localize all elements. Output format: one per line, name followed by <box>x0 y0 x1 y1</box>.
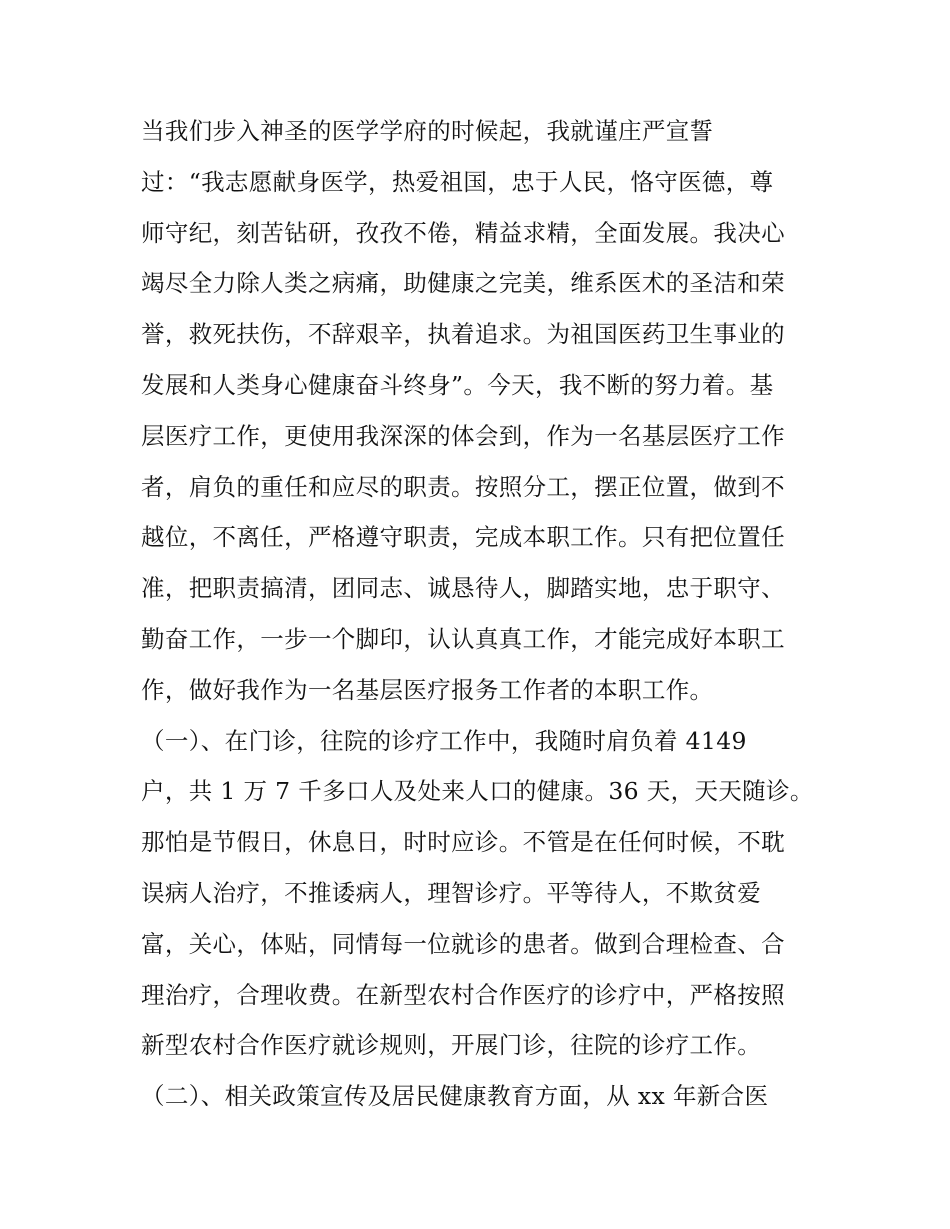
text-line: 那怕是节假日，休息日，时时应诊。不管是在任何时候，不耽 <box>141 828 785 857</box>
text-line: 富，关心，体贴，同情每一位就诊的患者。做到合理检查、合 <box>141 929 785 958</box>
body-text <box>141 106 831 1122</box>
text-line: 者，肩负的重任和应尽的职责。按照分工，摆正位置，做到不 <box>141 472 785 501</box>
text-line: 师守纪，刻苦钻研，孜孜不倦，精益求精，全面发展。我决心 <box>141 218 785 247</box>
text-line: 户，共 1 万 7 千多口人及处来人口的健康。36 天，天天随诊。 <box>141 777 814 806</box>
text-line: 竭尽全力除人类之病痛，助健康之完美，维系医术的圣洁和荣 <box>141 269 785 298</box>
text-line: 发展和人类身心健康奋斗终身”。今天，我不断的努力着。基 <box>141 370 774 399</box>
text-line: 勤奋工作，一步一个脚印，认认真真工作，才能完成好本职工 <box>141 624 785 653</box>
text-line: 准，把职责搞清，团同志、诚恳待人，脚踏实地，忠于职守、 <box>141 574 785 603</box>
text-line: 层医疗工作，更使用我深深的体会到，作为一名基层医疗工作 <box>141 421 785 450</box>
text-line: 作，做好我作为一名基层医疗报务工作者的本职工作。 <box>141 675 714 704</box>
section-heading-line: （二）、相关政策宣传及居民健康教育方面，从 xx 年新合医 <box>141 1082 769 1111</box>
text-line: 当我们步入神圣的医学学府的时候起，我就谨庄严宣誓 <box>141 117 714 145</box>
text-line: 越位，不离任，严格遵守职责，完成本职工作。只有把位置任 <box>141 523 785 552</box>
section-heading-line: （一）、在门诊，往院的诊疗工作中，我随时肩负着 4149 <box>141 726 747 755</box>
text-line: 过：“我志愿献身医学，热爱祖国，忠于人民，恪守医德，尊 <box>141 167 774 196</box>
text-line: 誉，救死扶伤，不辞艰辛，执着追求。为祖国医药卫生事业的 <box>141 320 785 349</box>
text-line: 理治疗，合理收费。在新型农村合作医疗的诊疗中，严格按照 <box>141 980 785 1009</box>
text-line: 误病人治疗，不推诿病人，理智诊疗。平等待人，不欺贫爱 <box>141 878 762 907</box>
text-line: 新型农村合作医疗就诊规则，开展门诊，往院的诊疗工作。 <box>141 1031 762 1060</box>
